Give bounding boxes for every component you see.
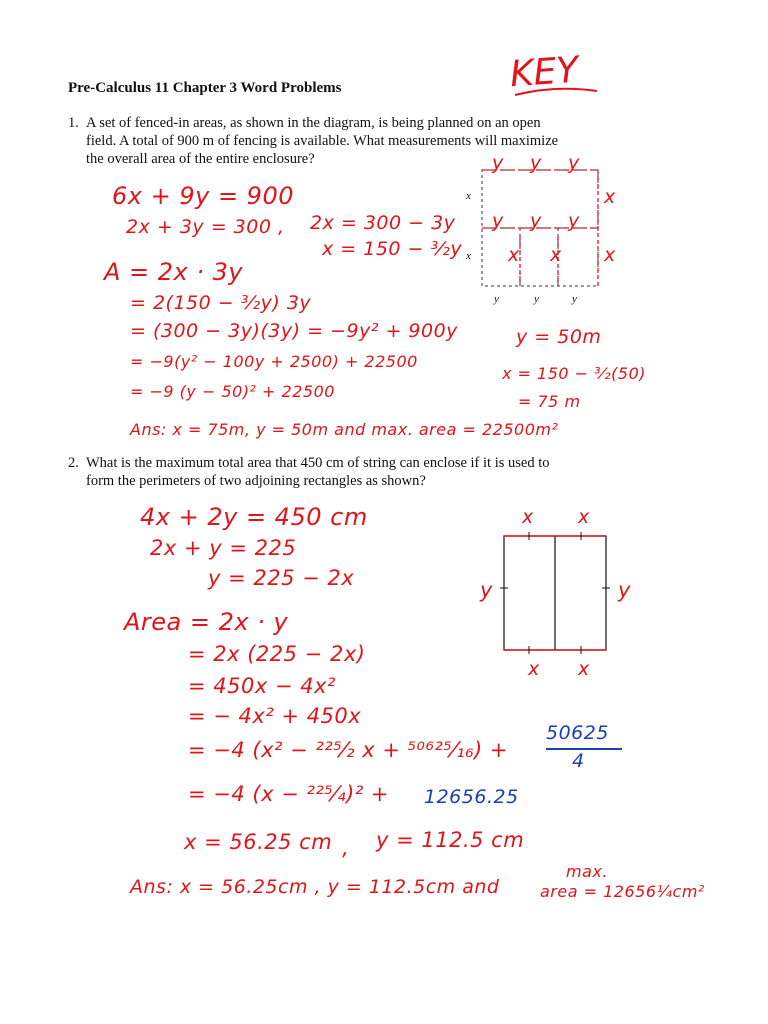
diagram-hand-label: x xyxy=(508,244,520,266)
diagram-hand-label: y xyxy=(492,152,504,174)
problem2-line: What is the maximum total area that 450 cm of string can enclose if it is used to xyxy=(86,455,550,471)
rect-hand-label: x xyxy=(578,658,590,680)
blue-denominator: 4 xyxy=(572,750,585,772)
problem2-line: form the perimeters of two adjoining rectangles as shown? xyxy=(86,473,426,489)
work-line: = 2(150 − ³⁄₂y) 3y xyxy=(130,292,312,314)
diagram-hand-label: y xyxy=(530,210,542,232)
work-line: = −9 (y − 50)² + 22500 xyxy=(130,382,335,401)
answer-2-area: area = 12656¼cm² xyxy=(540,882,705,901)
rect-hand-label: x xyxy=(528,658,540,680)
work-line: x = 150 − ³⁄₂y xyxy=(322,238,463,260)
work-line: = 2x (225 − 2x) xyxy=(188,642,366,666)
diagram-hand-label: y xyxy=(530,152,542,174)
problem1-line: field. A total of 900 m of fencing is available. What measurements will maximize xyxy=(86,133,559,149)
problem1-line: A set of fenced-in areas, as shown in the diagram, is being planned on an open xyxy=(86,115,541,131)
side-work-line: x = 150 − ³⁄₂(50) xyxy=(502,364,647,383)
rect-hand-label: x xyxy=(578,506,590,528)
rect-hand-label: x xyxy=(522,506,534,528)
key-mark: KEY xyxy=(508,49,580,96)
rectangles-diagram xyxy=(496,530,616,656)
work-line: = −9(y² − 100y + 2500) + 22500 xyxy=(130,352,418,371)
work-line: Area = 2x · y xyxy=(124,608,289,636)
problem1-number: 1. xyxy=(68,115,79,131)
diagram-label-x: x xyxy=(466,250,471,262)
key-underline xyxy=(505,55,605,105)
diagram-hand-label: y xyxy=(568,210,580,232)
work-line: = 450x − 4x² xyxy=(188,674,336,698)
rect-hand-label: y xyxy=(480,578,493,602)
work-line: y = 225 − 2x xyxy=(208,566,355,590)
work-line: y = 112.5 cm xyxy=(376,828,525,852)
diagram-hand-label: y xyxy=(492,210,504,232)
work-line: 2x + y = 225 xyxy=(150,536,297,560)
blue-result: 12656.25 xyxy=(424,786,519,808)
rect-hand-label: y xyxy=(618,578,631,602)
diagram-label-x: x xyxy=(466,190,471,202)
work-line: = (300 − 3y)(3y) = −9y² + 900y xyxy=(130,320,458,342)
answer-1: Ans: x = 75m, y = 50m and max. area = 22500m² xyxy=(130,420,559,439)
diagram-hand-label: x xyxy=(550,244,562,266)
work-line: 2x = 300 − 3y xyxy=(310,212,456,234)
work-line: 2x + 3y = 300 , xyxy=(126,216,285,238)
problem2-number: 2. xyxy=(68,455,79,471)
work-line: 4x + 2y = 450 cm xyxy=(140,503,368,531)
diagram-hand-label: x xyxy=(604,244,616,266)
diagram-label-y: y xyxy=(534,293,539,305)
work-line: A = 2x · 3y xyxy=(104,258,244,286)
blue-numerator: 50625 xyxy=(546,722,609,744)
page-title: Pre-Calculus 11 Chapter 3 Word Problems xyxy=(68,80,342,96)
side-work-line: y = 50m xyxy=(516,326,602,348)
work-line: 6x + 9y = 900 xyxy=(112,182,294,210)
side-work-line: = 75 m xyxy=(518,392,581,411)
work-line: x = 56.25 cm xyxy=(184,830,333,854)
answer-2-max: max. xyxy=(566,862,608,881)
work-line: = − 4x² + 450x xyxy=(188,704,362,728)
answer-2: Ans: x = 56.25cm , y = 112.5cm and xyxy=(130,876,500,898)
problem1-line: the overall area of the entire enclosure? xyxy=(86,151,315,167)
work-line: , xyxy=(342,836,350,860)
work-line: = −4 (x − ²²⁵⁄₄)² + xyxy=(188,782,390,806)
diagram-hand-label: y xyxy=(568,152,580,174)
fence-diagram xyxy=(462,158,612,308)
diagram-hand-label: x xyxy=(604,186,616,208)
diagram-label-y: y xyxy=(494,293,499,305)
work-line: = −4 (x² − ²²⁵⁄₂ x + ⁵⁰⁶²⁵⁄₁₆) + xyxy=(188,738,509,762)
diagram-label-y: y xyxy=(572,293,577,305)
